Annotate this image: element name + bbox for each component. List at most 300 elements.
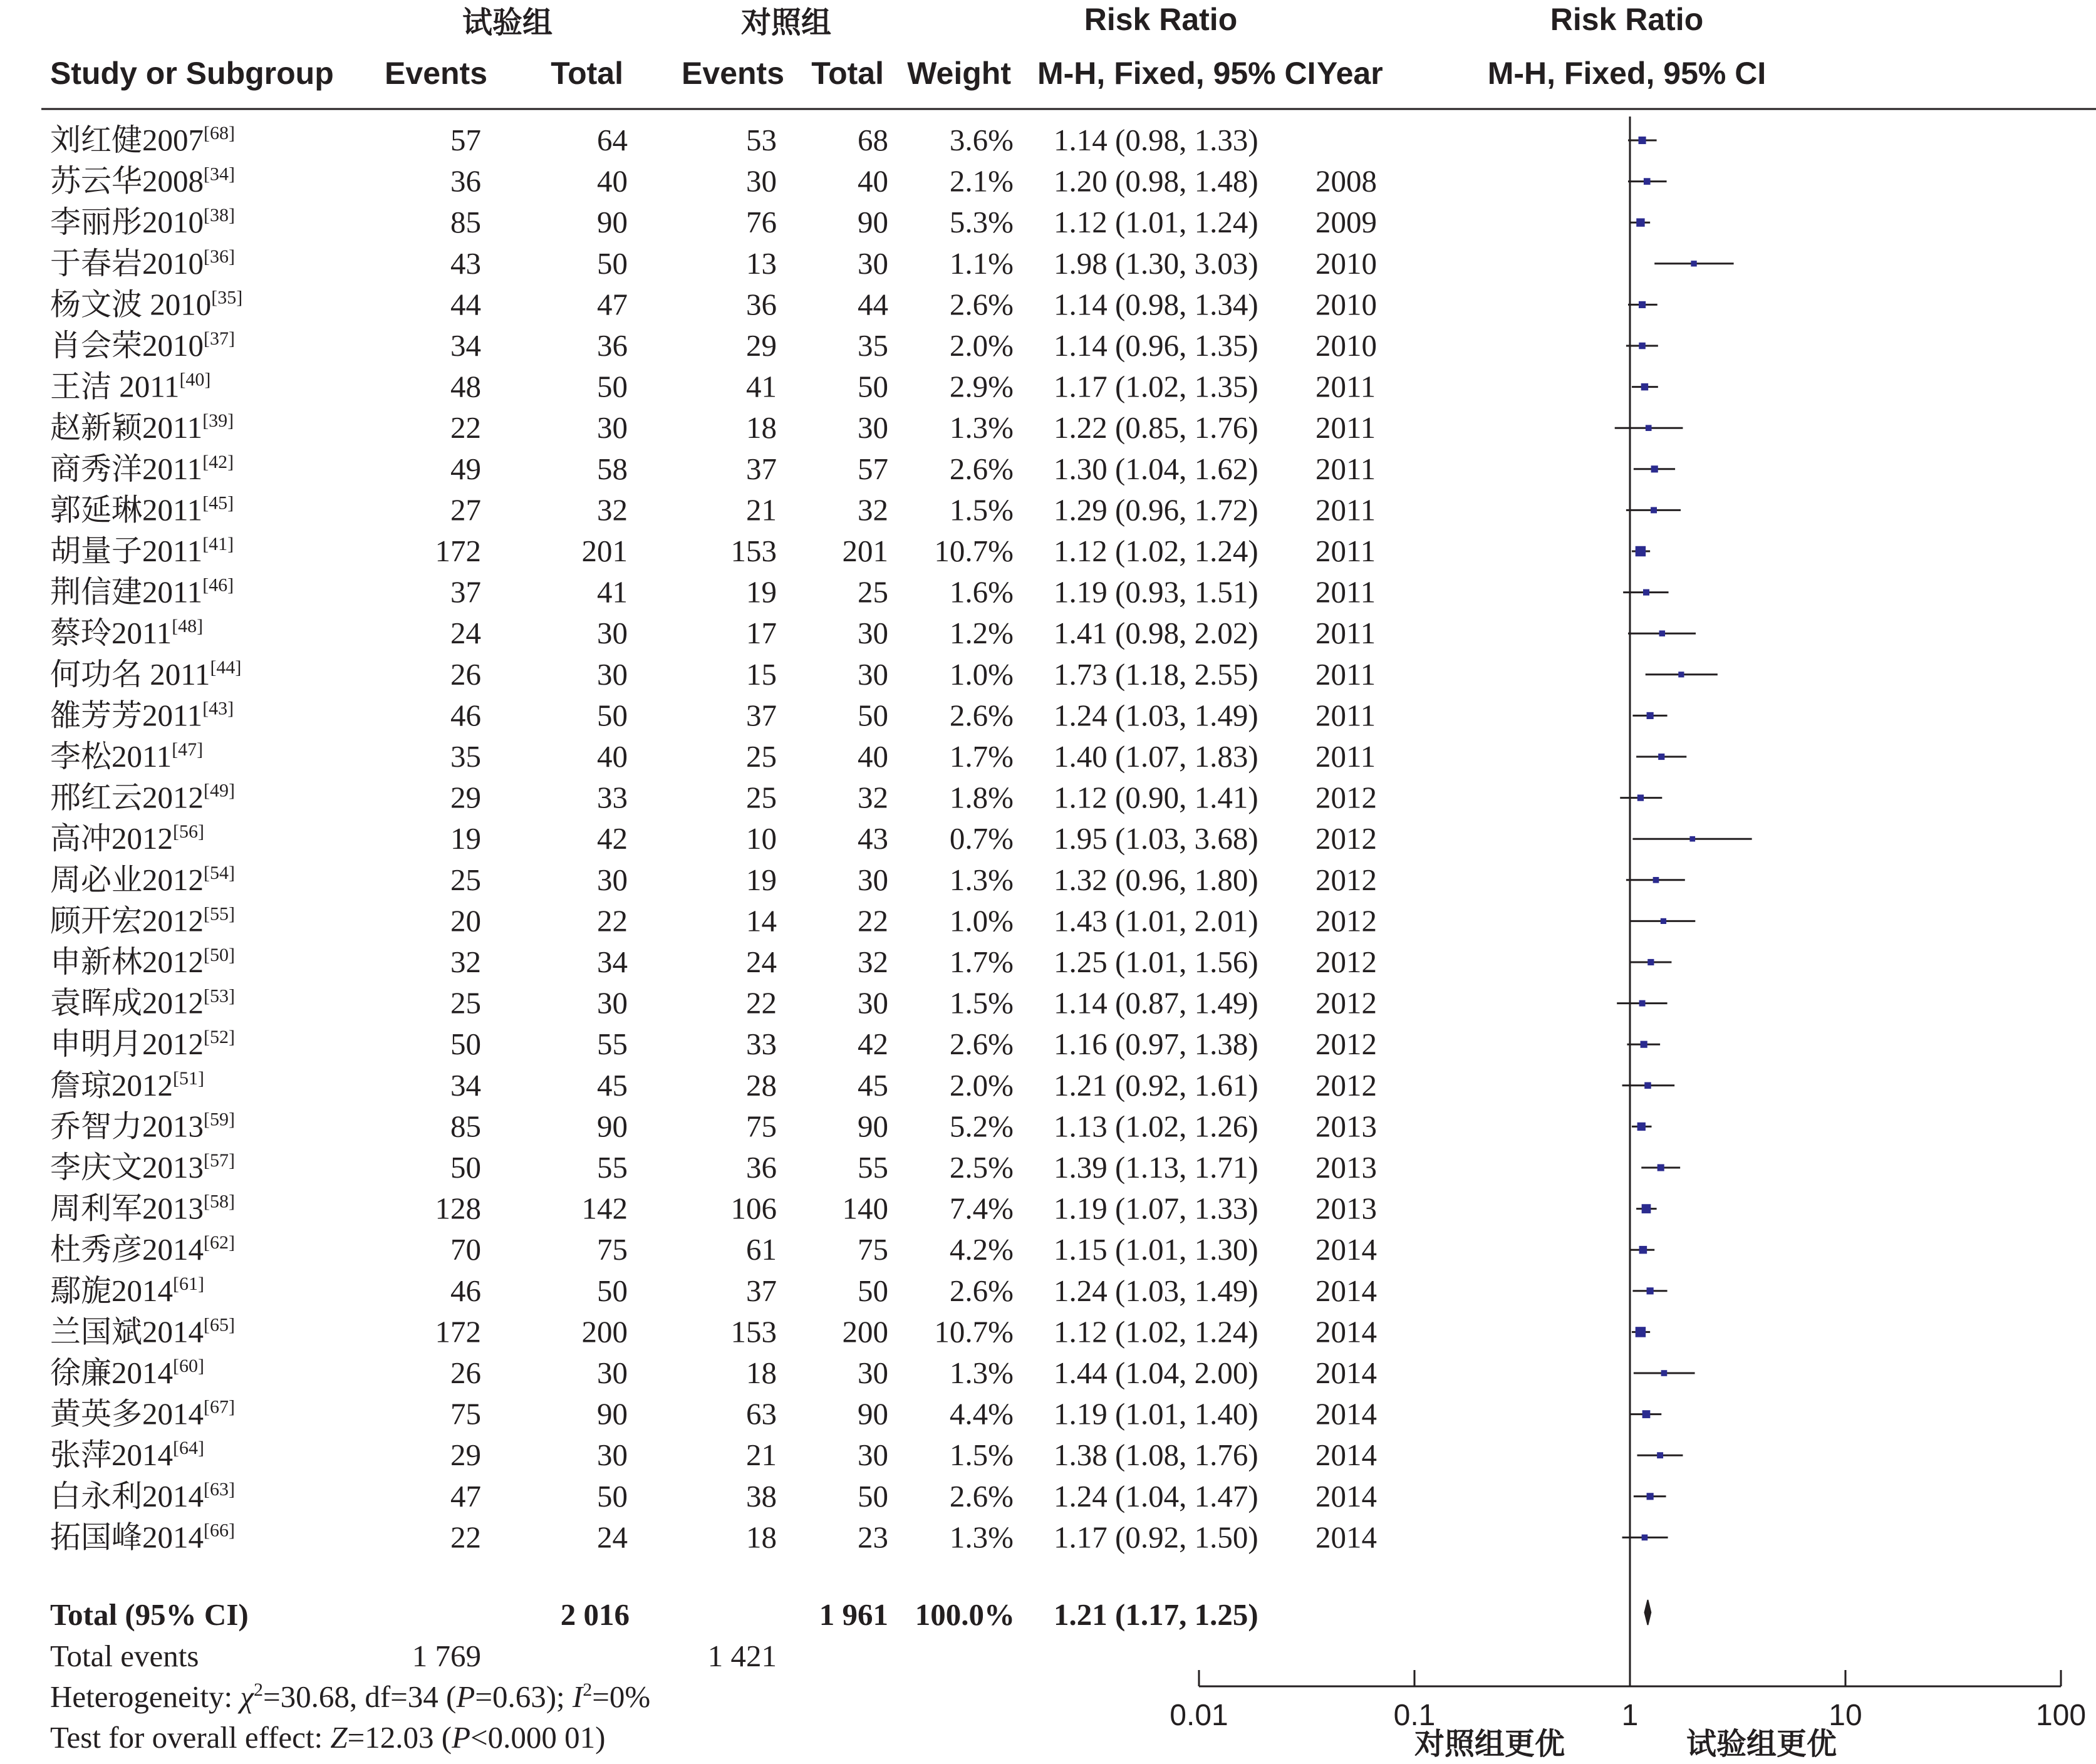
effect-square — [1641, 383, 1648, 390]
study-name — [50, 328, 235, 363]
events-ctrl-cell: 36 — [746, 287, 777, 322]
study-name — [50, 739, 203, 774]
events-ctrl-cell: 153 — [730, 534, 777, 568]
effect-square — [1689, 836, 1695, 842]
events-exp-cell: 19 — [450, 821, 481, 856]
events-exp-cell: 22 — [450, 410, 481, 445]
events-ctrl-cell: 30 — [746, 163, 777, 199]
year-cell: 2011 — [1315, 739, 1376, 774]
table-row — [50, 1027, 1377, 1061]
study-name — [50, 370, 210, 404]
year-cell: 2014 — [1315, 1478, 1377, 1513]
events-ctrl-cell: 28 — [746, 1067, 777, 1102]
effect-square — [1691, 261, 1696, 266]
events-exp-cell: 29 — [450, 780, 481, 815]
table-row — [50, 287, 1377, 321]
ci-cell: 1.39 (1.13, 1.71) — [1054, 1150, 1258, 1185]
weight-cell: 1.7% — [949, 739, 1014, 774]
events-ctrl-cell: 15 — [746, 656, 777, 692]
study-reference: [36] — [204, 246, 235, 267]
table-row — [50, 410, 1376, 445]
events-exp-cell: 44 — [450, 287, 481, 322]
effect-square — [1637, 1123, 1646, 1131]
ci-cell: 1.30 (1.04, 1.62) — [1054, 451, 1258, 486]
table-row — [50, 205, 1377, 239]
study-label: 荆信建2011 — [50, 574, 203, 610]
z-symbol: Z — [330, 1720, 348, 1755]
ci-cell: 1.44 (1.04, 2.00) — [1054, 1356, 1258, 1390]
weight-cell: 5.2% — [949, 1109, 1014, 1144]
total-ctrl-cell: 43 — [858, 821, 888, 856]
year-cell: 2010 — [1315, 328, 1377, 363]
table-row — [50, 657, 1376, 692]
table-row — [50, 945, 1377, 979]
table-row — [50, 698, 1376, 732]
total-events-label: Total events — [50, 1639, 199, 1673]
effect-square — [1644, 1082, 1651, 1089]
study-name — [50, 410, 234, 445]
effect-square — [1642, 1535, 1648, 1541]
weight-cell: 0.7% — [949, 821, 1014, 856]
study-reference: [54] — [204, 862, 235, 883]
favours-control-label: 对照组更优 — [1414, 1726, 1565, 1761]
study-name — [50, 945, 235, 979]
study-reference: [39] — [202, 410, 234, 432]
table-row — [50, 370, 1376, 404]
weight-cell: 7.4% — [949, 1191, 1014, 1226]
study-label: 杨文波 2010 — [50, 287, 212, 322]
effect-square — [1642, 1410, 1651, 1418]
study-name — [50, 1314, 235, 1349]
events-ctrl-cell: 37 — [746, 698, 777, 733]
total-exp-cell: 200 — [581, 1314, 628, 1349]
weight-cell: 5.3% — [949, 205, 1014, 240]
total-exp-cell: 50 — [597, 698, 628, 733]
favours-experimental-label: 试验组更优 — [1686, 1726, 1837, 1761]
study-name — [50, 698, 234, 732]
study-label: 赵新颖2011 — [50, 410, 203, 445]
study-name — [50, 903, 235, 938]
ci-cell: 1.12 (1.02, 1.24) — [1054, 1314, 1258, 1349]
total-ctrl-cell: 30 — [858, 985, 888, 1020]
study-name — [50, 657, 241, 692]
total-exp-cell: 55 — [597, 1027, 628, 1062]
study-name — [50, 986, 235, 1020]
study-label: 申新林2012 — [50, 945, 204, 979]
study-name — [50, 1232, 235, 1267]
effect-square — [1678, 672, 1684, 677]
events-ctrl-cell: 38 — [746, 1478, 777, 1513]
year-cell: 2012 — [1315, 985, 1377, 1020]
total-events-ctrl: 1 421 — [707, 1639, 777, 1673]
study-name — [50, 205, 235, 239]
study-reference: [51] — [173, 1067, 204, 1089]
table-row — [50, 1479, 1377, 1513]
ci-cell: 1.14 (0.87, 1.49) — [1054, 985, 1258, 1020]
ci-cell: 1.19 (1.07, 1.33) — [1054, 1191, 1258, 1226]
total-ctrl-cell: 90 — [858, 1109, 888, 1144]
events-exp-cell: 32 — [450, 945, 481, 979]
ci-cell: 1.24 (1.03, 1.49) — [1054, 1273, 1258, 1308]
total-ctrl-cell: 42 — [858, 1027, 888, 1062]
table-row — [50, 781, 1377, 815]
events-exp-cell: 172 — [435, 1314, 481, 1349]
method-plot-header: M-H, Fixed, 95% CI — [1487, 56, 1767, 91]
ci-cell: 1.13 (1.02, 1.26) — [1054, 1109, 1258, 1144]
effect-square — [1639, 1246, 1647, 1254]
total-exp-cell: 58 — [597, 451, 628, 486]
year-cell: 2012 — [1315, 821, 1377, 856]
total-ctrl-cell: 90 — [858, 1396, 888, 1431]
table-row — [50, 821, 1377, 856]
events-exp-cell: 24 — [450, 616, 481, 651]
study-label: 胡量子2011 — [50, 534, 203, 568]
study-name — [50, 821, 204, 856]
study-reference: [63] — [204, 1478, 235, 1500]
study-reference: [64] — [173, 1438, 204, 1459]
overall-p-value: <0.000 01) — [470, 1720, 606, 1755]
total-exp-cell: 34 — [597, 945, 628, 979]
study-label: 李松2011 — [50, 739, 172, 774]
table-row — [50, 452, 1376, 486]
table-row — [50, 246, 1377, 281]
total-exp-cell: 30 — [597, 862, 628, 897]
study-name — [50, 1520, 235, 1554]
total-ctrl-cell: 32 — [858, 492, 888, 527]
ci-cell: 1.14 (0.96, 1.35) — [1054, 328, 1258, 363]
weight-cell: 1.3% — [949, 410, 1014, 445]
total-exp-cell: 30 — [597, 1438, 628, 1473]
study-reference: [49] — [204, 780, 235, 801]
events-ctrl-cell: 36 — [746, 1150, 777, 1185]
study-name — [50, 1027, 235, 1061]
study-label: 杜秀彦2014 — [50, 1232, 204, 1267]
effect-square — [1647, 1287, 1654, 1294]
events-exp-cell: 46 — [450, 698, 481, 733]
total-exp-cell: 47 — [597, 287, 628, 322]
table-row — [50, 575, 1376, 610]
study-name — [50, 1274, 204, 1308]
table-row — [50, 534, 1376, 568]
forest-plot-area — [1170, 117, 2086, 1732]
ci-cell: 1.12 (0.90, 1.41) — [1054, 780, 1258, 815]
study-rows — [50, 123, 1377, 1554]
study-label: 刘红健2007 — [50, 123, 204, 157]
study-reference: [58] — [204, 1191, 235, 1212]
effect-square — [1658, 1164, 1664, 1171]
effect-square — [1661, 1370, 1668, 1376]
weight-cell: 2.0% — [949, 328, 1014, 363]
total-exp-cell: 42 — [597, 821, 628, 856]
total-exp-cell: 90 — [597, 205, 628, 240]
total-ctrl-cell: 22 — [858, 903, 888, 938]
total-exp-cell: 40 — [597, 163, 628, 199]
study-reference: [50] — [204, 945, 235, 965]
effect-square — [1651, 465, 1658, 472]
events-ctrl-cell: 37 — [746, 451, 777, 486]
ci-cell: 1.19 (1.01, 1.40) — [1054, 1396, 1258, 1431]
study-reference: [60] — [173, 1356, 204, 1376]
study-label: 雒芳芳2011 — [50, 698, 203, 733]
events-exp-cell: 20 — [450, 903, 481, 938]
ci-cell: 1.16 (0.97, 1.38) — [1054, 1027, 1258, 1062]
events-exp-column-header: Events — [385, 56, 487, 91]
total-exp-cell: 30 — [597, 410, 628, 445]
total-exp-cell: 24 — [597, 1520, 628, 1555]
total-exp-cell: 30 — [597, 656, 628, 692]
effect-square — [1636, 219, 1644, 227]
study-label: 何功名 2011 — [50, 656, 210, 692]
chi-exponent: 2 — [253, 1679, 263, 1700]
x-tick-label: 0.1 — [1393, 1699, 1436, 1732]
year-cell: 2011 — [1315, 534, 1376, 568]
events-exp-cell: 26 — [450, 656, 481, 692]
total-ctrl-cell: 201 — [842, 534, 888, 568]
study-name — [50, 1438, 204, 1472]
effect-square — [1636, 1327, 1646, 1337]
total-ctrl-cell: 40 — [858, 163, 888, 199]
events-ctrl-cell: 75 — [746, 1109, 777, 1144]
events-ctrl-cell: 76 — [746, 205, 777, 240]
study-label: 周必业2012 — [50, 862, 204, 897]
events-exp-cell: 48 — [450, 369, 481, 404]
weight-cell: 1.5% — [949, 492, 1014, 527]
total-ctrl-cell: 30 — [858, 410, 888, 445]
study-reference: [35] — [211, 287, 243, 308]
study-label: 蔡玲2011 — [50, 616, 172, 651]
table-row — [50, 1356, 1377, 1390]
total-exp-cell: 30 — [597, 985, 628, 1020]
total-exp-cell: 75 — [597, 1232, 628, 1267]
study-reference: [67] — [204, 1396, 235, 1418]
pooled-diamond — [1645, 1600, 1651, 1625]
study-reference: [65] — [204, 1314, 235, 1336]
table-row — [50, 1438, 1377, 1472]
effect-square — [1661, 918, 1666, 924]
weight-cell: 2.6% — [949, 451, 1014, 486]
total-ctrl-cell: 32 — [858, 780, 888, 815]
effect-square — [1657, 1452, 1663, 1458]
events-ctrl-cell: 33 — [746, 1027, 777, 1062]
table-row — [50, 492, 1376, 527]
weight-cell: 2.6% — [949, 698, 1014, 733]
study-name — [50, 781, 235, 815]
study-reference: [37] — [204, 328, 235, 349]
weight-cell: 2.6% — [949, 1027, 1014, 1062]
events-ctrl-cell: 61 — [746, 1232, 777, 1267]
events-exp-cell: 49 — [450, 451, 481, 486]
weight-column-header: Weight — [907, 56, 1011, 91]
study-label: 张萍2014 — [50, 1438, 174, 1473]
total-weight-value: 100.0% — [915, 1597, 1015, 1632]
study-label: 于春岩2010 — [50, 246, 204, 281]
events-exp-cell: 50 — [450, 1150, 481, 1185]
total-ctrl-cell: 90 — [858, 205, 888, 240]
study-column-header: Study or Subgroup — [50, 56, 334, 91]
study-label: 乔智力2013 — [50, 1109, 204, 1144]
study-label: 李庆文2013 — [50, 1150, 204, 1185]
study-label: 拓国峰2014 — [50, 1520, 204, 1555]
weight-cell: 2.0% — [949, 1067, 1014, 1102]
year-cell: 2012 — [1315, 862, 1377, 897]
weight-cell: 1.3% — [949, 1356, 1014, 1390]
effect-square — [1642, 1204, 1651, 1213]
year-cell: 2011 — [1315, 574, 1376, 610]
study-label: 兰国斌2014 — [50, 1314, 204, 1349]
events-ctrl-cell: 25 — [746, 739, 777, 774]
events-exp-cell: 47 — [450, 1478, 481, 1513]
total-exp-cell: 201 — [581, 534, 628, 568]
year-cell: 2011 — [1315, 698, 1376, 733]
study-label: 邢红云2012 — [50, 780, 204, 815]
total-exp-column-header: Total — [551, 56, 623, 91]
study-name — [50, 1109, 235, 1143]
total-ctrl-cell: 75 — [858, 1232, 888, 1267]
weight-cell: 2.6% — [949, 1273, 1014, 1308]
effect-square — [1653, 877, 1659, 883]
events-exp-cell: 70 — [450, 1232, 481, 1267]
i-symbol: I — [572, 1679, 583, 1714]
heterogeneity-line — [50, 1679, 650, 1714]
effect-square — [1641, 1041, 1647, 1048]
events-ctrl-cell: 37 — [746, 1273, 777, 1308]
total-exp-cell: 30 — [597, 1356, 628, 1390]
weight-cell: 1.3% — [949, 862, 1014, 897]
chi-symbol: χ — [240, 1679, 254, 1714]
ci-cell: 1.17 (1.02, 1.35) — [1054, 369, 1258, 404]
study-label: 白永利2014 — [50, 1478, 204, 1513]
study-name — [50, 287, 242, 321]
study-name — [50, 1356, 204, 1390]
total-exp-cell: 50 — [597, 246, 628, 281]
overall-p-symbol: P — [452, 1720, 470, 1755]
weight-cell: 1.7% — [949, 945, 1014, 979]
table-row — [50, 986, 1377, 1020]
study-name — [50, 492, 234, 527]
study-label: 黄英多2014 — [50, 1396, 204, 1431]
x-tick-label: 100 — [2035, 1699, 2087, 1732]
events-exp-cell: 46 — [450, 1273, 481, 1308]
i-exponent: 2 — [583, 1679, 593, 1700]
study-reference: [45] — [202, 492, 234, 514]
effect-square — [1647, 1493, 1654, 1500]
i-value: =0% — [592, 1679, 651, 1714]
ci-cell: 1.29 (0.96, 1.72) — [1054, 492, 1258, 527]
total-exp-cell: 90 — [597, 1109, 628, 1144]
study-label: 申明月2012 — [50, 1027, 204, 1062]
total-ctrl-cell: 55 — [858, 1150, 888, 1185]
table-row — [50, 739, 1376, 774]
weight-cell: 2.6% — [949, 287, 1014, 322]
study-label: 郭延琳2011 — [50, 492, 203, 527]
x-tick-label: 0.01 — [1170, 1699, 1228, 1732]
total-exp-cell: 30 — [597, 616, 628, 651]
total-exp-cell: 90 — [597, 1396, 628, 1431]
total-ctrl-column-header: Total — [811, 56, 884, 91]
weight-cell: 10.7% — [934, 534, 1014, 568]
effect-square — [1636, 546, 1646, 556]
study-name — [50, 575, 234, 610]
total-ctrl-cell: 140 — [842, 1191, 888, 1226]
year-cell: 2012 — [1315, 903, 1377, 938]
total-ctrl-cell: 200 — [842, 1314, 888, 1349]
total-exp-cell: 32 — [597, 492, 628, 527]
risk-ratio-header: Risk Ratio — [1084, 2, 1238, 37]
table-row — [50, 1520, 1377, 1554]
year-cell: 2014 — [1315, 1232, 1377, 1267]
year-cell: 2013 — [1315, 1150, 1377, 1185]
events-exp-cell: 36 — [450, 163, 481, 199]
events-exp-cell: 37 — [450, 574, 481, 610]
study-reference: [47] — [172, 739, 204, 760]
ci-cell: 1.14 (0.98, 1.34) — [1054, 287, 1258, 322]
study-label: 鄢旎2014 — [50, 1273, 174, 1308]
study-reference: [68] — [204, 123, 235, 143]
year-cell: 2014 — [1315, 1438, 1377, 1473]
overall-effect-label: Test for overall effect: — [50, 1720, 331, 1755]
weight-cell: 2.5% — [949, 1150, 1014, 1185]
x-tick-label: 1 — [1621, 1699, 1639, 1732]
study-label: 袁晖成2012 — [50, 985, 204, 1020]
table-row — [50, 164, 1377, 199]
events-ctrl-column-header: Events — [682, 56, 784, 91]
ci-cell: 1.38 (1.08, 1.76) — [1054, 1438, 1258, 1473]
events-exp-cell: 34 — [450, 1067, 481, 1102]
events-exp-cell: 128 — [435, 1191, 481, 1226]
ci-cell: 1.14 (0.98, 1.33) — [1054, 123, 1258, 157]
events-ctrl-cell: 63 — [746, 1396, 777, 1431]
events-exp-cell: 26 — [450, 1356, 481, 1390]
total-ctrl-cell: 50 — [858, 698, 888, 733]
ci-cell: 1.12 (1.01, 1.24) — [1054, 205, 1258, 240]
total-ctrl-cell: 44 — [858, 287, 888, 322]
weight-cell: 1.2% — [949, 616, 1014, 651]
table-row — [50, 1274, 1377, 1308]
events-ctrl-cell: 19 — [746, 862, 777, 897]
table-row — [50, 1109, 1377, 1143]
year-cell: 2014 — [1315, 1396, 1377, 1431]
year-cell: 2013 — [1315, 1191, 1377, 1226]
weight-cell: 10.7% — [934, 1314, 1014, 1349]
total-exp-cell: 40 — [597, 739, 628, 774]
total-ctrl-cell: 23 — [858, 1520, 888, 1555]
study-name — [50, 534, 234, 568]
effect-square — [1644, 178, 1651, 185]
total-ctrl-cell: 30 — [858, 862, 888, 897]
total-ctrl-cell: 25 — [858, 574, 888, 610]
study-label: 李丽彤2010 — [50, 205, 204, 240]
ci-cell: 1.24 (1.04, 1.47) — [1054, 1478, 1258, 1513]
table-row — [50, 1232, 1377, 1267]
ci-cell: 1.20 (0.98, 1.48) — [1054, 163, 1258, 199]
x-tick-label: 10 — [1829, 1699, 1862, 1732]
total-ctrl-cell: 30 — [858, 1438, 888, 1473]
effect-square — [1647, 712, 1654, 719]
weight-cell: 1.0% — [949, 903, 1014, 938]
total-ctrl-cell: 30 — [858, 246, 888, 281]
ci-cell: 1.98 (1.30, 3.03) — [1054, 246, 1258, 281]
study-name — [50, 616, 203, 650]
ci-cell: 1.21 (0.92, 1.61) — [1054, 1067, 1258, 1102]
year-cell: 2013 — [1315, 1109, 1377, 1144]
year-cell: 2011 — [1315, 369, 1376, 404]
study-reference: [61] — [173, 1273, 204, 1294]
total-exp-cell: 142 — [581, 1191, 628, 1226]
year-cell: 2014 — [1315, 1314, 1377, 1349]
year-cell: 2012 — [1315, 1027, 1377, 1062]
total-ctrl-cell: 35 — [858, 328, 888, 363]
effect-square — [1639, 1000, 1646, 1007]
